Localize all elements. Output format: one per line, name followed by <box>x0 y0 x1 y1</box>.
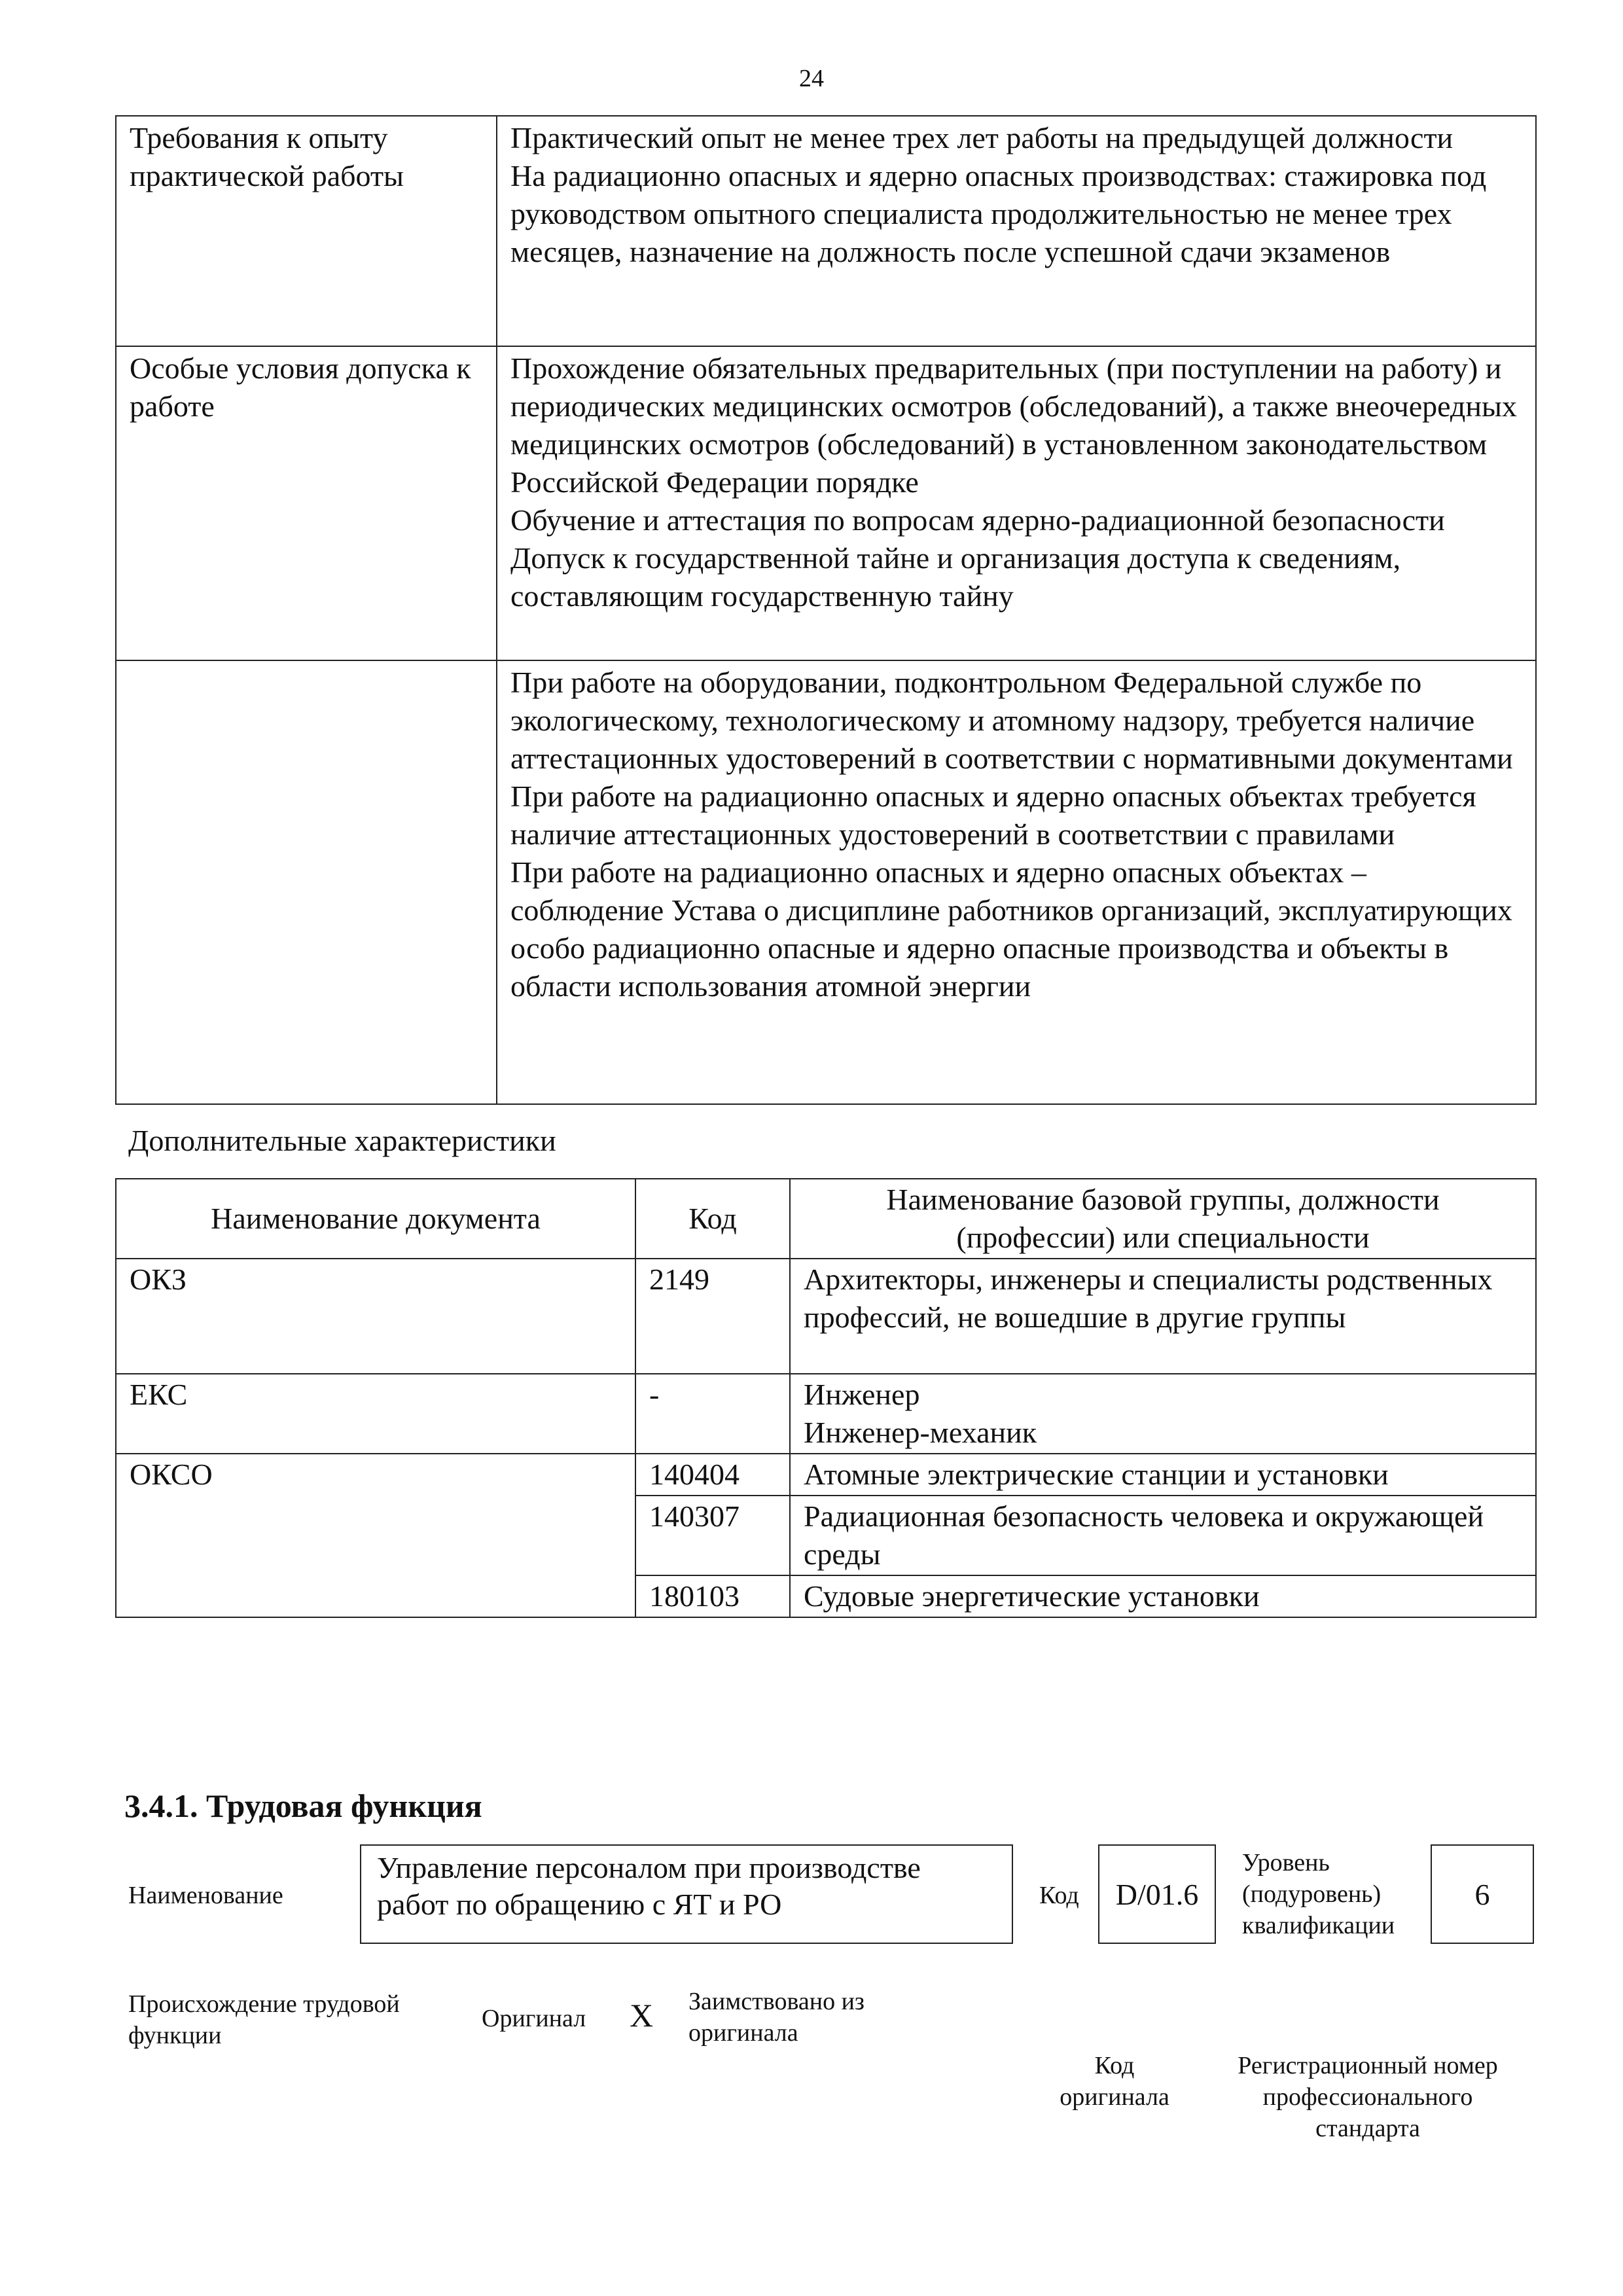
requirements-row-other <box>116 660 1536 1104</box>
characteristics-header-row <box>116 1179 1536 1259</box>
additional-characteristics-title: Дополнительные характеристики <box>128 1124 556 1157</box>
requirements-paragraph: При работе на радиационно опасных и ядерно опасных объектах требуется наличие аттестационных удостоверений в соответствии с правилами <box>510 780 1476 851</box>
requirements-row-conditions <box>116 346 1536 660</box>
code-cell: - <box>635 1374 790 1454</box>
requirements-paragraph: Прохождение обязательных предварительных (при поступлении на работу) и периодических медицинских осмотров (обследований), а также внеочередных медицинских осмотров (обследований) в установленном законодательством Российской Федерации порядке <box>510 351 1517 499</box>
table-row <box>116 1374 1536 1454</box>
code-label: Код <box>1039 1882 1079 1909</box>
requirements-paragraph: При работе на радиационно опасных и ядерно опасных объектах – соблюдение Устава о дисциплине работников организаций, эксплуатирующих особо радиационно опасные и ядерно опасные производства и объекты в области использования атомной энергии <box>510 855 1512 1003</box>
doc-cell: ЕКС <box>116 1374 635 1454</box>
header-code: Код <box>635 1179 790 1259</box>
table-row <box>116 1259 1536 1374</box>
function-name-box: Управление персоналом при производстве работ по обращению с ЯТ и РО <box>360 1844 1013 1944</box>
section-title: 3.4.1. Трудовая функция <box>124 1787 482 1824</box>
code-cell: 180103 <box>635 1575 790 1617</box>
doc-cell: ОКСО <box>116 1454 635 1617</box>
header-document: Наименование документа <box>116 1179 635 1259</box>
doc-cell: ОКЗ <box>116 1259 635 1374</box>
name-cell: Судовые энергетические установки <box>790 1575 1536 1617</box>
function-code-box: D/01.6 <box>1098 1844 1216 1944</box>
requirements-label: Требования к опыту практической работы <box>116 116 497 346</box>
code-original-label: Код оригинала <box>1060 2052 1169 2111</box>
requirements-label: Особые условия допуска к работе <box>116 346 497 660</box>
level-label: Уровень (подуровень) квалификации <box>1242 1849 1395 1939</box>
requirements-paragraph: Допуск к государственной тайне и организация доступа к сведениям, составляющим государственную тайну <box>510 541 1401 613</box>
name-line: Инженер <box>804 1378 920 1411</box>
function-level-box: 6 <box>1431 1844 1534 1944</box>
requirements-value <box>497 660 1536 1104</box>
requirements-paragraph: Практический опыт не менее трех лет работы на предыдущей должности <box>510 121 1454 154</box>
requirements-row-experience <box>116 116 1536 346</box>
requirements-value <box>497 346 1536 660</box>
code-cell: 2149 <box>635 1259 790 1374</box>
reg-number-label: Регистрационный номер профессионального стандарта <box>1238 2052 1498 2142</box>
requirements-table <box>115 115 1537 1105</box>
name-cell: Радиационная безопасность человека и окружающей среды <box>790 1496 1536 1575</box>
original-mark: X <box>630 1997 654 2034</box>
code-cell: 140404 <box>635 1454 790 1496</box>
borrowed-label: Заимствовано из оригинала <box>688 1988 865 2047</box>
page-number: 24 <box>799 65 824 92</box>
name-cell: Атомные электрические станции и установки <box>790 1454 1536 1496</box>
code-cell: 140307 <box>635 1496 790 1575</box>
requirements-label <box>116 660 497 1104</box>
requirements-value <box>497 116 1536 346</box>
table-row <box>116 1454 1536 1496</box>
requirements-paragraph: Обучение и аттестация по вопросам ядерно-радиационной безопасности <box>510 503 1445 537</box>
original-label: Оригинал <box>482 2005 586 2032</box>
name-label: Наименование <box>128 1882 283 1909</box>
requirements-paragraph: При работе на оборудовании, подконтрольном Федеральной службе по экологическому, технологическому и атомному надзору, требуется наличие аттестационных удостоверений в соответствии с нормативными документами <box>510 666 1513 775</box>
origin-label: Происхождение трудовой функции <box>128 1990 400 2049</box>
name-cell <box>790 1374 1536 1454</box>
name-cell: Архитекторы, инженеры и специалисты родственных профессий, не вошедшие в другие группы <box>790 1259 1536 1374</box>
requirements-paragraph: На радиационно опасных и ядерно опасных производствах: стажировка под руководством опытного специалиста продолжительностью не менее трех месяцев, назначение на должность после успешной сдачи экзаменов <box>510 159 1487 268</box>
name-line: Инженер-механик <box>804 1416 1037 1449</box>
characteristics-table <box>115 1178 1537 1618</box>
header-group-name: Наименование базовой группы, должности (профессии) или специальности <box>790 1179 1536 1259</box>
